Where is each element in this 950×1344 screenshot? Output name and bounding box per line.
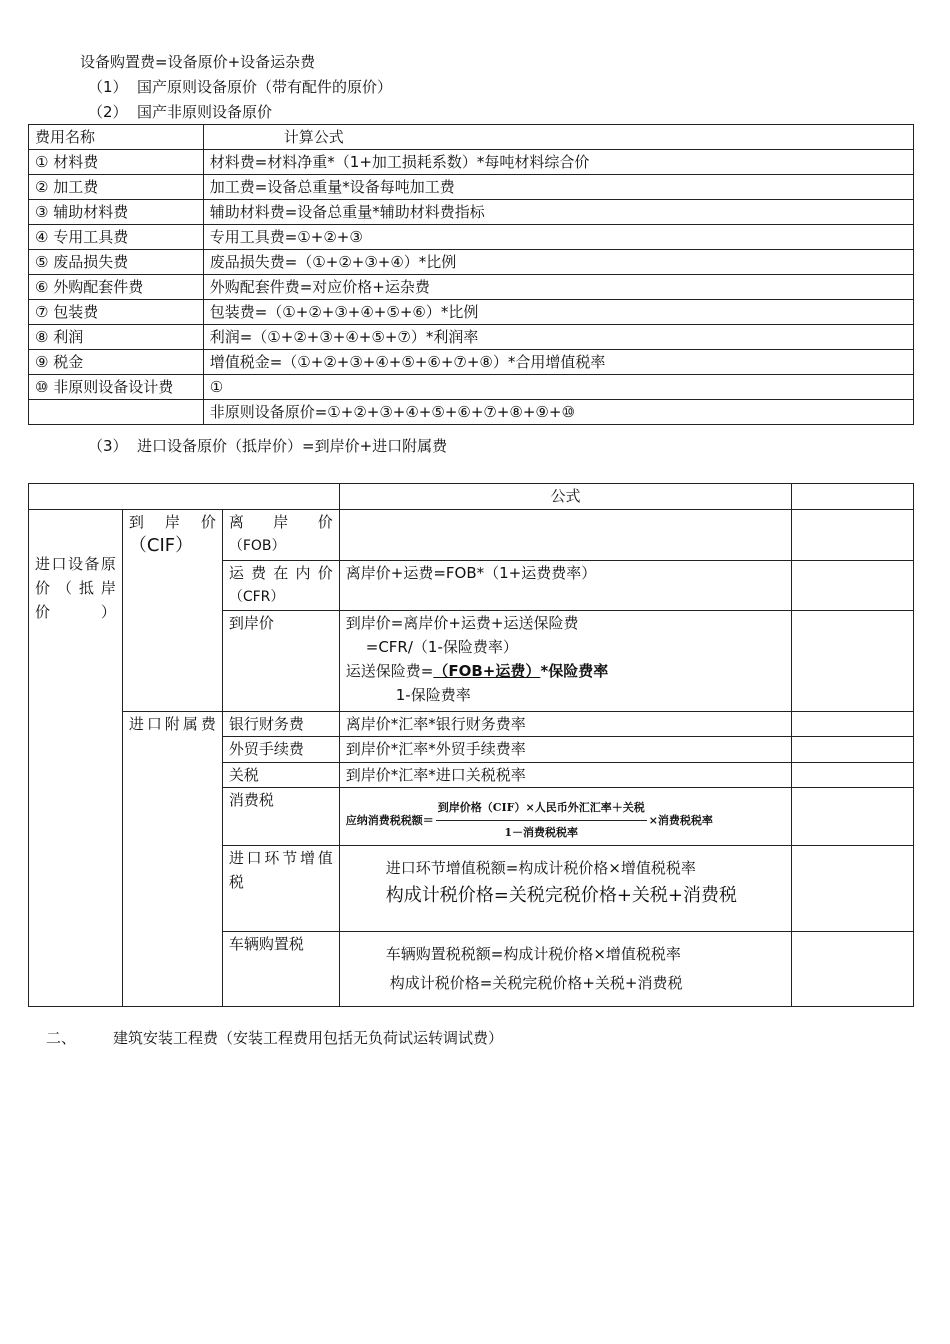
cost-name-cell: ⑨ 税金 <box>29 350 204 375</box>
consumption-tax-formula <box>339 788 791 846</box>
cost-name-cell: ⑦ 包装费 <box>29 300 204 325</box>
table-row <box>29 250 914 275</box>
cif-code: （CIF） <box>128 535 194 556</box>
cost-name-cell: ⑤ 废品损失费 <box>29 250 204 275</box>
bank-fee-label: 银行财务费 <box>222 712 339 737</box>
fob-label: 离岸价 （FOB） <box>222 510 339 561</box>
item3-number: （3） <box>88 437 128 455</box>
consumption-tax-extra <box>792 788 914 846</box>
table-header-row <box>29 125 914 150</box>
table-row <box>29 325 914 350</box>
header-cost-name: 费用名称 <box>29 125 204 150</box>
import-vat-formula <box>339 846 791 932</box>
formula-cell: 外购配套件费=对应价格+运杂费 <box>203 275 913 300</box>
import-price-group-label: 进口设备原价（抵岸价） <box>29 510 123 1007</box>
tariff-label: 关税 <box>222 763 339 788</box>
cost-name-cell: ④ 专用工具费 <box>29 225 204 250</box>
nonstandard-equipment-table <box>28 124 914 425</box>
import-equipment-table <box>28 483 914 1007</box>
fob-code: （FOB） <box>228 538 286 554</box>
tariff-extra <box>792 763 914 788</box>
formula-cell: 包装费=（①+②+③+④+⑤+⑥）*比例 <box>203 300 913 325</box>
formula-cell: 增值税金=（①+②+③+④+⑤+⑥+⑦+⑧）*合用增值税率 <box>203 350 913 375</box>
vehicle-tax-label: 车辆购置税 <box>222 932 339 1007</box>
table-row <box>29 712 914 737</box>
fob-extra <box>792 510 914 561</box>
fob-formula <box>339 510 791 561</box>
formula-cell: 加工费=设备总重量*设备每吨加工费 <box>203 175 913 200</box>
arrival-price-label: 到岸价 （CIF） <box>122 510 222 712</box>
item1-number: （1） <box>88 78 128 96</box>
import-extra-fee-label: 进口附属费 <box>122 712 222 1007</box>
cost-name-cell: ⑩ 非原则设备设计费 <box>29 375 204 400</box>
cfr-extra <box>792 561 914 611</box>
import-vat-label: 进口环节增值税 <box>222 846 339 932</box>
cif-label: 到岸价 <box>222 611 339 712</box>
table-row <box>29 150 914 175</box>
table-row <box>29 175 914 200</box>
cfr-label: 运费在内价 （CFR） <box>222 561 339 611</box>
vehicle-tax-extra <box>792 932 914 1007</box>
formula-cell: 利润=（①+②+③+④+⑤+⑦）*利润率 <box>203 325 913 350</box>
cost-name-cell: ⑧ 利润 <box>29 325 204 350</box>
header-extra <box>792 484 914 510</box>
item1-text: 国产原则设备原价（带有配件的原价） <box>137 78 393 96</box>
cif-formula-line3: 运送保险费=（FOB+运费）*保险费率 <box>345 662 609 680</box>
table-row <box>29 225 914 250</box>
section2-number: 二、 <box>46 1029 77 1047</box>
formula-cell: 非原则设备原价=①+②+③+④+⑤+⑥+⑦+⑧+⑨+⑩ <box>203 400 913 425</box>
tariff-formula: 到岸价*汇率*进口关税税率 <box>339 763 791 788</box>
table-row <box>29 510 914 561</box>
vehicle-tax-line1: 车辆购置税税额=构成计税价格×增值税税率 <box>385 945 681 963</box>
import-vat-line1: 进口环节增值税额=构成计税价格×增值税税率 <box>385 859 696 877</box>
table-row <box>29 275 914 300</box>
table-header-row <box>29 484 914 510</box>
cost-name-cell: ② 加工费 <box>29 175 204 200</box>
cost-name-cell <box>29 400 204 425</box>
cost-name-cell: ① 材料费 <box>29 150 204 175</box>
bank-fee-formula: 离岸价*汇率*银行财务费率 <box>339 712 791 737</box>
cif-extra <box>792 611 914 712</box>
cif-formula-line1: 到岸价=离岸价+运费+运送保险费 <box>345 614 579 632</box>
formula-cell: 废品损失费=（①+②+③+④）*比例 <box>203 250 913 275</box>
cif-formula-line4: 1-保险费率 <box>395 686 471 704</box>
table-row <box>29 350 914 375</box>
table-row <box>29 375 914 400</box>
import-vat-line2: 构成计税价格=关税完税价格+关税+消费税 <box>385 885 738 906</box>
formula-cell: 材料费=材料净重*（1+加工损耗系数）*每吨材料综合价 <box>203 150 913 175</box>
cost-name-cell: ⑥ 外购配套件费 <box>29 275 204 300</box>
item2-number: （2） <box>88 103 128 121</box>
trade-fee-extra <box>792 737 914 763</box>
import-vat-extra <box>792 846 914 932</box>
formula-cell: 辅助材料费=设备总重量*辅助材料费指标 <box>203 200 913 225</box>
table-row <box>29 200 914 225</box>
cif-formula-line2: =CFR/（1-保险费率） <box>365 638 518 656</box>
intro-line: 设备购置费=设备原价+设备运杂费 <box>80 53 316 71</box>
bank-fee-extra <box>792 712 914 737</box>
formula-cell: ① <box>203 375 913 400</box>
vehicle-tax-line2: 构成计税价格=关税完税价格+关税+消费税 <box>389 974 683 992</box>
consumption-tax-label: 消费税 <box>222 788 339 846</box>
cfr-code: （CFR） <box>228 589 285 605</box>
header-formula: 计算公式 <box>203 125 913 150</box>
header-empty <box>29 484 340 510</box>
trade-fee-label: 外贸手续费 <box>222 737 339 763</box>
cfr-formula: 离岸价+运费=FOB*（1+运费费率） <box>339 561 791 611</box>
table-row <box>29 300 914 325</box>
item3-text: 进口设备原价（抵岸价）=到岸价+进口附属费 <box>137 437 448 455</box>
cost-name-cell: ③ 辅助材料费 <box>29 200 204 225</box>
vehicle-tax-formula <box>339 932 791 1007</box>
trade-fee-formula: 到岸价*汇率*外贸手续费率 <box>339 737 791 763</box>
header-formula: 公式 <box>339 484 791 510</box>
consumption-tax-formula-image: 应纳消费税税额＝ $\frac{\text{到岸价格（CIF）×人民币外汇汇率＋关税}}{\text{1－消费税税率}}$ ×消费税税率 <box>346 796 791 845</box>
cif-formula <box>339 611 791 712</box>
item2-text: 国产非原则设备原价 <box>137 103 273 121</box>
section2-title: 建筑安装工程费（安装工程费用包括无负荷试运转调试费） <box>113 1029 504 1047</box>
formula-cell: 专用工具费=①+②+③ <box>203 225 913 250</box>
table-row <box>29 400 914 425</box>
